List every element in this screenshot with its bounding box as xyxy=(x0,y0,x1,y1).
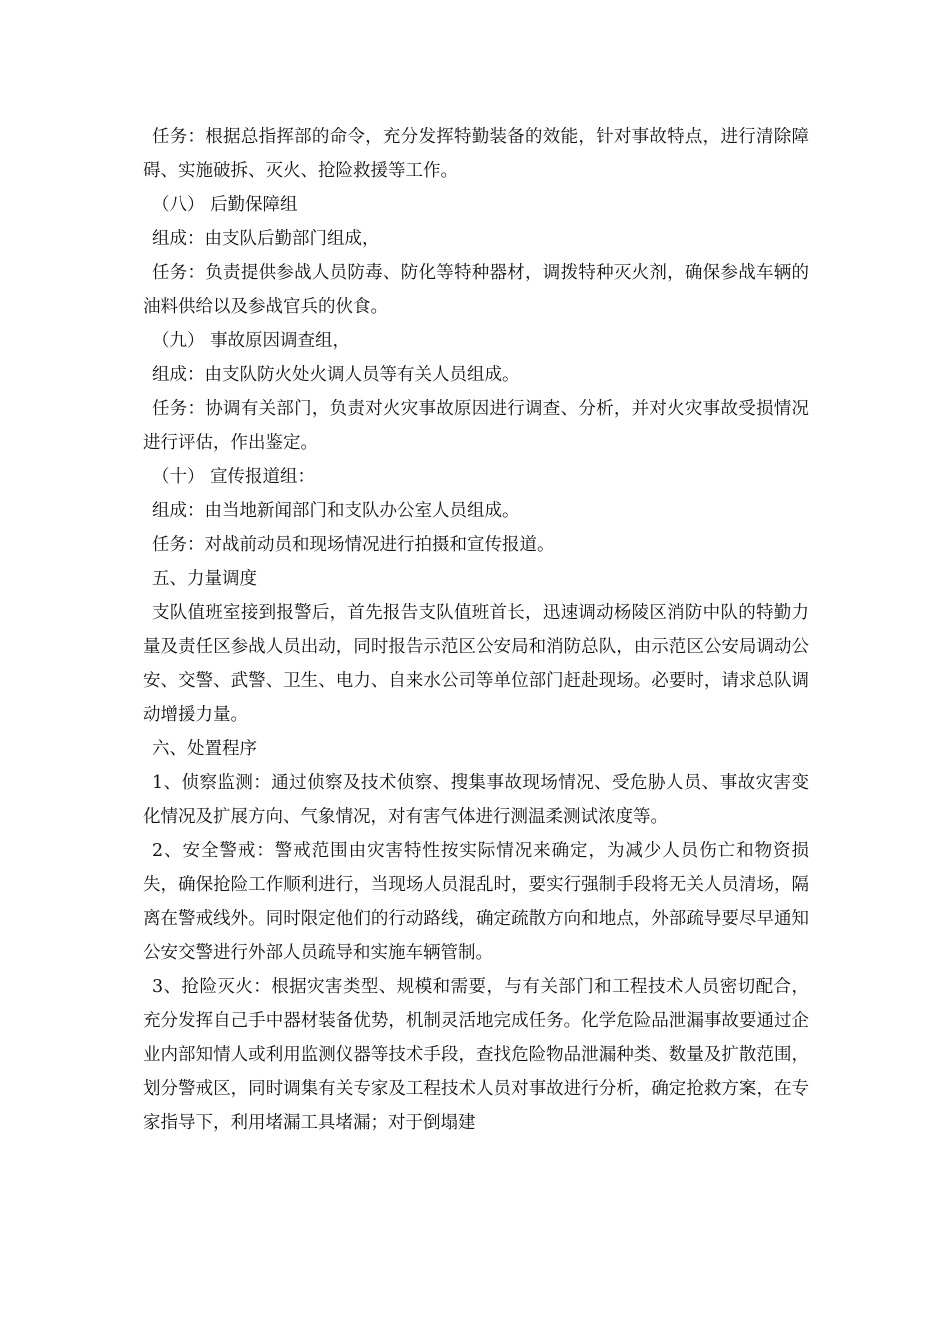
heading-handling-procedure: 六、处置程序 xyxy=(152,739,257,759)
paragraph-publicity-composition: 组成：由当地新闻部门和支队办公室人员组成。 xyxy=(152,501,520,521)
heading-publicity-group: （十） 宣传报道组： xyxy=(152,467,316,487)
paragraph-investigation-task: 任务：协调有关部门，负责对火灾事故原因进行调查、分析，并对火灾事故受损情况进行评估，作出鉴定。 xyxy=(143,399,809,453)
paragraph-investigation-composition: 组成：由支队防火处火调人员等有关人员组成。 xyxy=(152,365,520,385)
paragraph-task-special-service: 任务：根据总指挥部的命令，充分发挥特勤装备的效能，针对事故特点，进行清除障碍、实施破拆、灭火、抢险救援等工作。 xyxy=(143,127,809,181)
paragraph-publicity-task: 任务：对战前动员和现场情况进行拍摄和宣传报道。 xyxy=(152,535,555,555)
paragraph-security-cordon: 2、安全警戒：警戒范围由灾害特性按实际情况来确定，为减少人员伤亡和物资损失，确保抢险工作顺利进行，当现场人员混乱时，要实行强制手段将无关人员清场，隔离在警戒线外。同时限定他们的行动路线，确定疏散方向和地点，外部疏导要尽早通知公安交警进行外部人员疏导和实施车辆管制。 xyxy=(143,841,809,963)
paragraph-reconnaissance: 1、侦察监测：通过侦察及技术侦察、搜集事故现场情况、受危胁人员、事故灾害变化情况及扩展方向、气象情况，对有害气体进行测温柔测试浓度等。 xyxy=(143,773,809,827)
heading-investigation-group: （九） 事故原因调查组， xyxy=(152,331,351,351)
paragraph-rescue-firefighting: 3、抢险灭火：根据灾害类型、规模和需要，与有关部门和工程技术人员密切配合，充分发挥自己手中器材装备优势，机制灵活地完成任务。化学危险品泄漏事故要通过企业内部知情人或利用监测仪器等技术手段，查找危险物品泄漏种类、数量及扩散范围，划分警戒区，同时调集有关专家及工程技术人员对事故进行分析，确定抢救方案，在专家指导下，利用堵漏工具堵漏；对于倒塌建 xyxy=(143,977,809,1133)
heading-logistics-group: （八） 后勤保障组 xyxy=(152,195,298,215)
paragraph-logistics-composition: 组成：由支队后勤部门组成， xyxy=(152,229,380,249)
document-body xyxy=(143,120,809,1140)
paragraph-force-dispatch: 支队值班室接到报警后，首先报告支队值班首长，迅速调动杨陵区消防中队的特勤力量及责任区参战人员出动，同时报告示范区公安局和消防总队，由示范区公安局调动公安、交警、武警、卫生、电力、自来水公司等单位部门赶赴现场。必要时，请求总队调动增援力量。 xyxy=(143,603,809,725)
heading-force-dispatch: 五、力量调度 xyxy=(152,569,257,589)
paragraph-logistics-task: 任务：负责提供参战人员防毒、防化等特种器材，调拨特种灭火剂，确保参战车辆的油料供给以及参战官兵的伙食。 xyxy=(143,263,809,317)
